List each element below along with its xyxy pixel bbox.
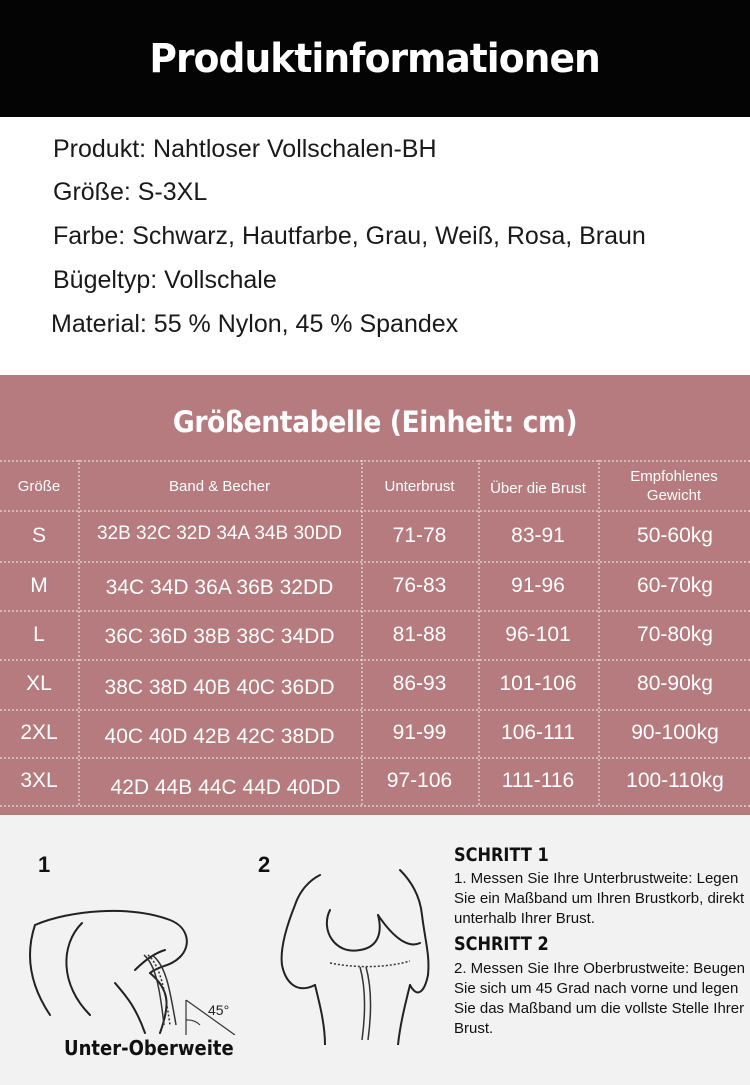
cell-overbust: 111-116	[501, 769, 575, 792]
info-material: Material: 55 % Nylon, 45 % Spandex	[51, 310, 459, 338]
size-chart-title: Größentabelle (Einheit: cm)	[172, 405, 578, 439]
cell-size: M	[30, 573, 48, 597]
cell-band-cup: 40C 40D 42B 42C 38DD	[104, 725, 335, 748]
cell-overbust: 96-101	[505, 622, 571, 646]
figure-caption: Unter-Oberweite	[64, 1036, 234, 1060]
overbust-figure-illustration	[270, 855, 450, 1045]
header-overbust: Über die Brust	[490, 479, 586, 497]
info-wire-type: Bügeltyp: Vollschale	[53, 266, 277, 294]
cell-underbust: 86-93	[392, 672, 447, 695]
step-2-text: 2. Messen Sie Ihre Oberbrustweite: Beugen Sie sich um 45 Grad nach vorne und legen Sie das Maßband um die vollste Stelle Ihrer Brust.	[454, 960, 745, 1037]
measurement-guide	[0, 815, 750, 1085]
cell-size: L	[33, 622, 45, 646]
cell-size: 3XL	[20, 769, 58, 792]
cell-size: XL	[26, 672, 52, 695]
cell-underbust: 71-78	[392, 524, 447, 547]
cell-weight: 50-60kg	[637, 524, 713, 547]
page-title: Produktinformationen	[149, 35, 601, 82]
header-weight: Empfohlenes Gewicht	[630, 468, 718, 504]
cell-overbust: 91-96	[511, 573, 565, 597]
header-underbust: Unterbrust	[384, 477, 455, 495]
figure-2-number: 2	[258, 852, 271, 877]
cell-band-cup: 38C 38D 40B 40C 36DD	[104, 676, 335, 699]
angle-label: 45°	[208, 1002, 230, 1018]
cell-weight: 70-80kg	[637, 622, 713, 646]
cell-underbust: 97-106	[386, 769, 453, 792]
cell-band-cup: 32B 32C 32D 34A 34B 30DD	[96, 523, 343, 544]
cell-weight: 100-110kg	[626, 769, 724, 792]
page-header	[0, 0, 750, 117]
table-rule	[598, 460, 600, 805]
cell-underbust: 81-88	[392, 622, 447, 646]
header-size: Größe	[17, 477, 61, 495]
info-product: Produkt: Nahtloser Vollschalen-BH	[53, 135, 437, 163]
cell-overbust: 106-111	[501, 721, 575, 744]
cell-underbust: 91-99	[392, 721, 447, 744]
cell-size: 2XL	[20, 721, 58, 744]
cell-band-cup: 34C 34D 36A 36B 32DD	[105, 575, 334, 599]
cell-underbust: 76-83	[392, 573, 447, 597]
cell-overbust: 83-91	[511, 524, 565, 547]
cell-weight: 80-90kg	[637, 672, 713, 695]
cell-size: S	[31, 524, 46, 547]
cell-overbust: 101-106	[499, 672, 577, 695]
info-color: Farbe: Schwarz, Hautfarbe, Grau, Weiß, Rosa, Braun	[53, 222, 646, 250]
product-info	[0, 117, 750, 375]
cell-band-cup: 42D 44B 44C 44D 40DD	[110, 776, 341, 799]
cell-band-cup: 36C 36D 38B 38C 34DD	[104, 624, 335, 648]
figure-1-number: 1	[38, 852, 51, 877]
step-2-title: SCHRITT 2	[454, 933, 549, 955]
cell-weight: 90-100kg	[631, 721, 719, 744]
step-1-text: 1. Messen Sie Ihre Unterbrustweite: Legen Sie ein Maßband um Ihren Brustkorb, direkt unterhalb Ihrer Brust.	[454, 870, 745, 927]
step-1-title: SCHRITT 1	[454, 844, 549, 866]
info-size: Größe: S-3XL	[53, 178, 208, 206]
header-band-cup: Band & Becher	[169, 477, 270, 495]
cell-weight: 60-70kg	[637, 573, 713, 597]
size-chart	[0, 375, 750, 815]
